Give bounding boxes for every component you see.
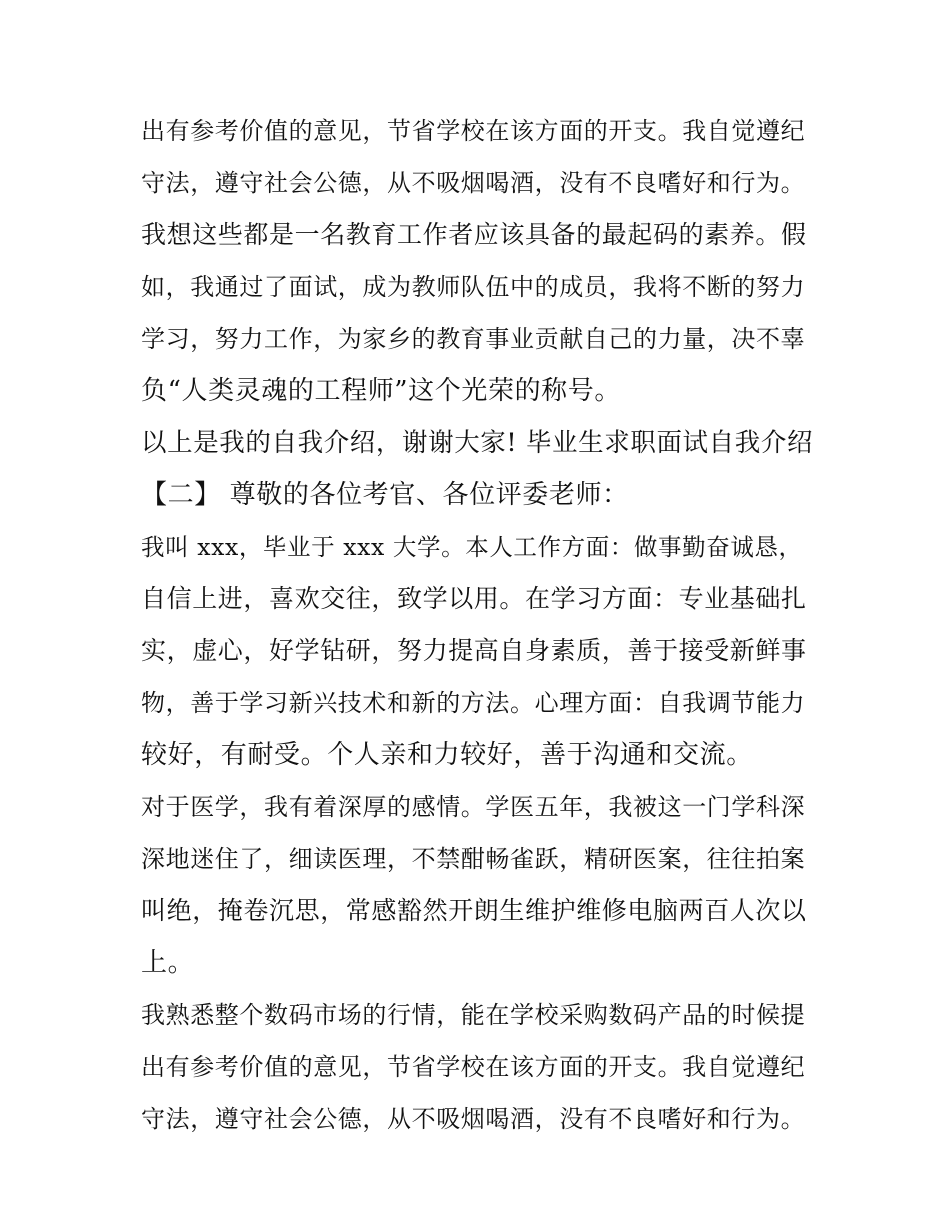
text-line: 守法，遵守社会公德，从不吸烟喝酒，没有不良嗜好和行为。: [141, 1105, 806, 1133]
text-line: 出有参考价值的意见，节省学校在该方面的开支。我自觉遵纪: [141, 117, 806, 145]
text-line: 我想这些都是一名教育工作者应该具备的最起码的素养。假: [141, 220, 807, 249]
text-line: 我叫 xxx，毕业于 xxx 大学。本人工作方面：做事勤奋诚恳，: [141, 533, 803, 561]
text-line: 自信上进，喜欢交往，致学以用。在学习方面：专业基础扎: [141, 584, 807, 613]
text-line: 学习，努力工作，为家乡的教育事业贡献自己的力量，决不辜: [141, 325, 806, 353]
text-line: 我熟悉整个数码市场的行情，能在学校采购数码产品的时候提: [141, 1001, 806, 1029]
text-line: 出有参考价值的意见，节省学校在该方面的开支。我自觉遵纪: [141, 1053, 806, 1081]
text-line: 负“人类灵魂的工程师”这个光荣的称号。: [141, 376, 621, 406]
text-line: 以上是我的自我介绍，谢谢大家! 毕业生求职面试自我介绍: [141, 428, 814, 458]
text-line: 上。: [141, 948, 195, 978]
text-line: 物，善于学习新兴技术和新的方法。心理方面：自我调节能力: [141, 689, 806, 717]
text-line: 较好，有耐受。个人亲和力较好，善于沟通和交流。: [141, 740, 753, 770]
text-line: 如，我通过了面试，成为教师队伍中的成员，我将不断的努力: [141, 273, 806, 301]
text-line: 守法，遵守社会公德，从不吸烟喝酒，没有不良嗜好和行为。: [141, 169, 806, 197]
text-line: 叫绝，掩卷沉思，常感豁然开朗生维护维修电脑两百人次以: [141, 896, 807, 925]
text-line: 对于医学，我有着深厚的感情。学医五年，我被这一门学科深: [141, 793, 806, 821]
text-line: 实，虚心，好学钻研，努力提高自身素质，善于接受新鲜事: [141, 636, 807, 665]
text-line: 深地迷住了，细读医理，不禁酣畅雀跃，精研医案，往往拍案: [141, 845, 806, 873]
section-heading: 【二】 尊敬的各位考官、各位评委老师：: [141, 480, 629, 510]
